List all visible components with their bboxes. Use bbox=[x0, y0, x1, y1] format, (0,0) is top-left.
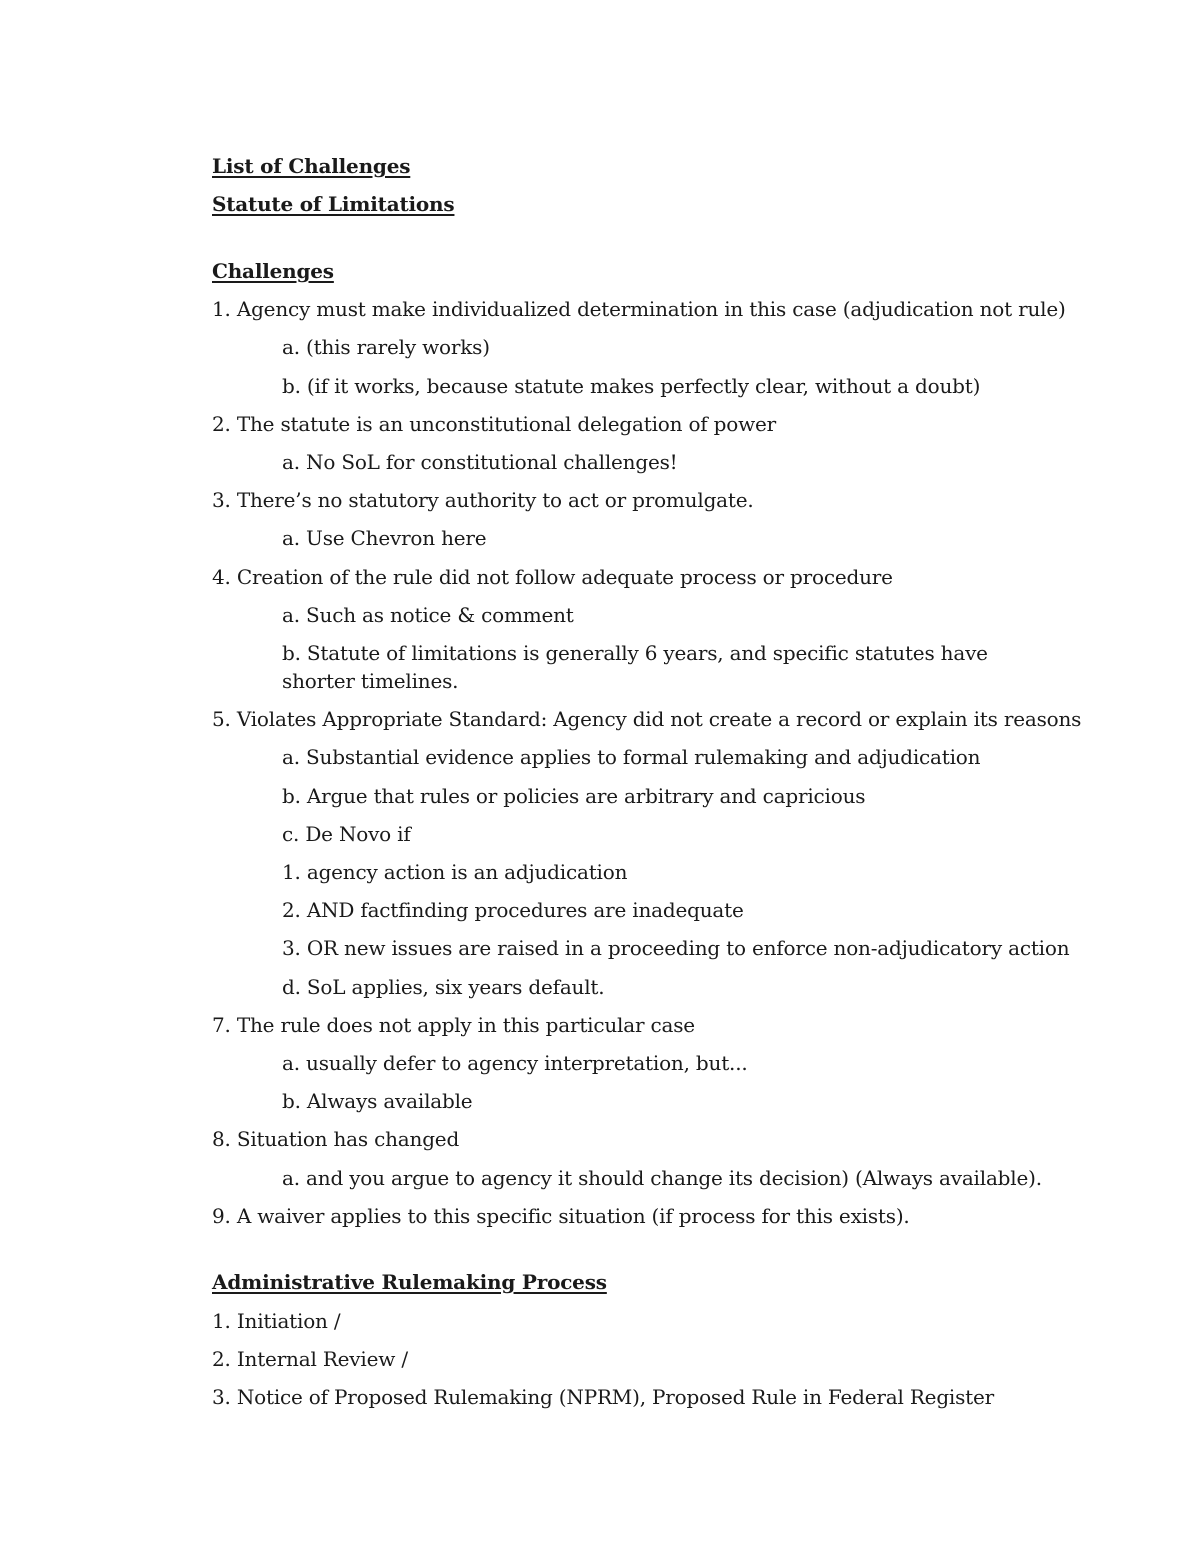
document-subtitle: Statute of Limitations bbox=[212, 192, 455, 216]
list-subitem: 3. OR new issues are raised in a proceeding to enforce non-adjudicatory action bbox=[282, 936, 1070, 960]
list-item: 2. The statute is an unconstitutional delegation of power bbox=[212, 412, 777, 436]
list-item: 8. Situation has changed bbox=[212, 1127, 460, 1151]
document-title: List of Challenges bbox=[212, 154, 411, 178]
list-item: 3. Notice of Proposed Rulemaking (NPRM), Proposed Rule in Federal Register bbox=[212, 1385, 995, 1409]
list-subitem: a. Substantial evidence applies to formal rulemaking and adjudication bbox=[282, 745, 981, 769]
list-subitem: c. De Novo if bbox=[282, 822, 411, 846]
list-subitem: b. Always available bbox=[282, 1089, 473, 1113]
section-heading-rulemaking: Administrative Rulemaking Process bbox=[212, 1270, 607, 1294]
list-item: 4. Creation of the rule did not follow adequate process or procedure bbox=[212, 565, 893, 589]
list-subitem: a. usually defer to agency interpretation, but... bbox=[282, 1051, 748, 1075]
list-subitem: 1. agency action is an adjudication bbox=[282, 860, 628, 884]
section-heading-challenges: Challenges bbox=[212, 259, 334, 283]
list-subitem: b. Statute of limitations is generally 6 years, and specific statutes have shorter timelines. bbox=[282, 641, 988, 693]
list-item: 1. Agency must make individualized determination in this case (adjudication not rule) bbox=[212, 297, 1066, 321]
list-item: 3. There’s no statutory authority to act or promulgate. bbox=[212, 488, 754, 512]
list-item: 9. A waiver applies to this specific situation (if process for this exists). bbox=[212, 1204, 910, 1228]
list-subitem: a. (this rarely works) bbox=[282, 335, 490, 359]
list-subitem: b. Argue that rules or policies are arbitrary and capricious bbox=[282, 784, 866, 808]
list-item: 7. The rule does not apply in this particular case bbox=[212, 1013, 695, 1037]
list-subitem: a. No SoL for constitutional challenges! bbox=[282, 450, 678, 474]
list-subitem: a. Such as notice & comment bbox=[282, 603, 574, 627]
list-item: 2. Internal Review / bbox=[212, 1347, 408, 1371]
list-item: 1. Initiation / bbox=[212, 1309, 341, 1333]
list-subitem: b. (if it works, because statute makes perfectly clear, without a doubt) bbox=[282, 374, 981, 398]
list-subitem: d. SoL applies, six years default. bbox=[282, 975, 605, 999]
list-subitem: 2. AND factfinding procedures are inadequate bbox=[282, 898, 744, 922]
list-subitem: a. and you argue to agency it should change its decision) (Always available). bbox=[282, 1166, 1042, 1190]
list-item: 5. Violates Appropriate Standard: Agency did not create a record or explain its reasons bbox=[212, 707, 1082, 731]
list-subitem: a. Use Chevron here bbox=[282, 526, 487, 550]
